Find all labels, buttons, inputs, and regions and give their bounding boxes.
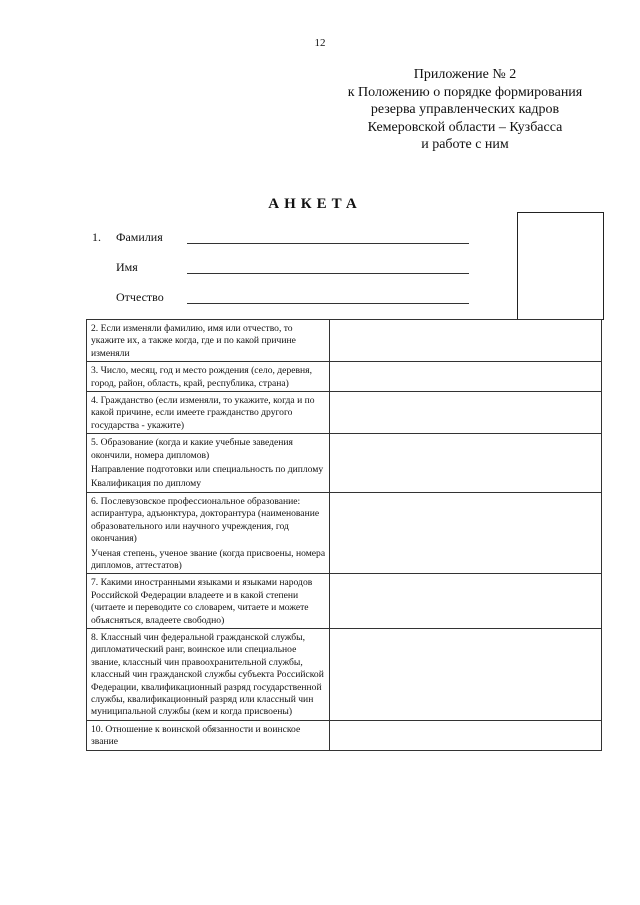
questionnaire-table bbox=[86, 319, 602, 751]
table-row bbox=[87, 434, 602, 493]
patronymic-field[interactable] bbox=[187, 303, 469, 304]
table-row bbox=[87, 362, 602, 392]
appendix-line: к Положению о порядке формирования bbox=[347, 84, 583, 100]
question-text: 6. Послевузовское профессиональное образование: аспирантура, адъюнктура, докторантура (наименование образовательного или научного учреждения, год окончания) bbox=[91, 495, 320, 545]
answer-cell[interactable] bbox=[330, 574, 602, 629]
question-text: 10. Отношение к воинской обязанности и воинское звание bbox=[91, 723, 301, 748]
question-cell bbox=[87, 392, 330, 434]
answer-cell[interactable] bbox=[330, 362, 602, 392]
question-cell bbox=[87, 628, 330, 720]
question-cell bbox=[87, 434, 330, 493]
first-name-label: Имя bbox=[116, 260, 138, 274]
appendix-line: Кемеровской области – Кузбасса bbox=[367, 119, 563, 135]
answer-cell[interactable] bbox=[330, 720, 602, 750]
question-cell bbox=[87, 320, 330, 362]
table-row bbox=[87, 574, 602, 629]
question-text: 5. Образование (когда и какие учебные заведения окончили, номера дипломов) bbox=[91, 437, 293, 461]
question-cell bbox=[87, 362, 330, 392]
question-text: 3. Число, месяц, год и место рождения (село, деревня, город, район, область, край, республика, страна) bbox=[91, 365, 312, 389]
answer-cell[interactable] bbox=[330, 492, 602, 573]
question-cell bbox=[87, 492, 330, 573]
question-text: 7. Какими иностранными языками и языками народов Российской Федерации владеете и в какой степени (читаете и переводите со словарем, читаете и можете объясняться, владеете свободно) bbox=[91, 577, 313, 626]
appendix-header bbox=[325, 66, 605, 154]
question-text: Квалификация по диплому bbox=[91, 478, 202, 490]
question-text: Ученая степень, ученое звание (когда присвоены, номера дипломов, аттестатов) bbox=[91, 547, 326, 571]
patronymic-label: Отчество bbox=[116, 290, 164, 304]
table-row bbox=[87, 492, 602, 573]
answer-cell[interactable] bbox=[330, 320, 602, 362]
appendix-line: Приложение № 2 bbox=[413, 67, 517, 82]
form-title: АНКЕТА bbox=[268, 196, 362, 212]
table-row bbox=[87, 320, 602, 362]
answer-cell[interactable] bbox=[330, 434, 602, 493]
appendix-line: и работе с ним bbox=[421, 137, 509, 152]
question-cell bbox=[87, 574, 330, 629]
appendix-line: резерва управленческих кадров bbox=[370, 102, 560, 117]
surname-label: Фамилия bbox=[116, 230, 163, 244]
surname-field[interactable] bbox=[187, 243, 469, 244]
table-row bbox=[87, 392, 602, 434]
table-row bbox=[87, 628, 602, 720]
question-text: 2. Если изменяли фамилию, имя или отчество, то укажите их, а также когда, где и по какой причине изменяли bbox=[91, 323, 296, 359]
question-text: 8. Классный чин федеральной гражданской службы, дипломатический ранг, воинское или специальное звание, классный чин правоохранительной службы, классный чин гражданской службы субъекта Российской Федерации, квалификационный разряд государственной службы, квалификационный разряд или классный чин муниципальной службы (кем и когда присвоены) bbox=[91, 631, 324, 718]
question-cell bbox=[87, 720, 330, 750]
table-row bbox=[87, 720, 602, 750]
answer-cell[interactable] bbox=[330, 392, 602, 434]
answer-cell[interactable] bbox=[330, 628, 602, 720]
question-text: Направление подготовки или специальность по диплому bbox=[91, 464, 324, 476]
section-number: 1. bbox=[92, 230, 101, 244]
first-name-field[interactable] bbox=[187, 273, 469, 274]
photo-placeholder bbox=[517, 212, 604, 320]
page-number: 12 bbox=[314, 37, 326, 49]
question-text: 4. Гражданство (если изменяли, то укажите, когда и по какой причине, если имеете гражданство другого государства - укажите) bbox=[91, 395, 315, 431]
